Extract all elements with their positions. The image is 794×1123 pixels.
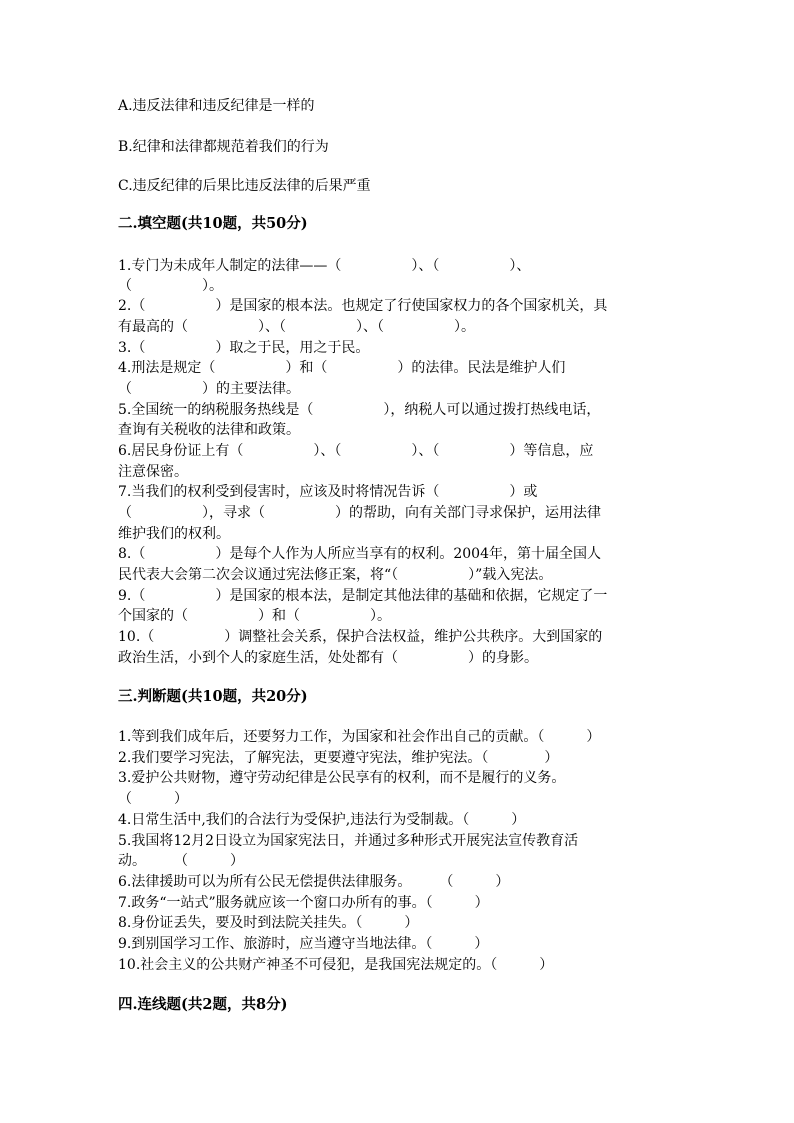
fill-line: 民代表大会第二次会议通过宪法修正案，将“（ ）”载入宪法。 [118, 567, 553, 583]
fill-line: 有最高的（ ）、（ ）、（ ）。 [118, 319, 475, 335]
judge-line: 2.我们要学习宪法，了解宪法，更要遵守宪法，维护宪法。（ ） [118, 750, 559, 766]
fill-line: 7.当我们的权利受到侵害时，应该及时将情况告诉（ ）或 [118, 484, 538, 500]
fill-line: 2.（ ）是国家的根本法。也规定了行使国家权力的各个国家机关，具 [118, 298, 608, 314]
fill-line: 维护我们的权利。 [118, 526, 230, 542]
option-b: B.纪律和法律都规范着我们的行为 [118, 139, 329, 155]
option-c: C.违反纪律的后果比违反法律的后果严重 [118, 178, 371, 194]
judge-line: 6.法律援助可以为所有公民无偿提供法律服务。 （ ） [118, 874, 510, 890]
judge-line: 7.政务“一站式”服务就应该一个窗口办所有的事。（ ） [118, 895, 489, 911]
judge-line: 9.到别国学习工作、旅游时，应当遵守当地法律。（ ） [118, 936, 489, 952]
fill-line: 4.刑法是规定（ ）和（ ）的法律。民法是维护人们 [118, 360, 566, 376]
judge-line: 4.日常生活中,我们的合法行为受保护,违法行为受制裁。（ ） [118, 812, 526, 828]
judge-line: 10.社会主义的公共财产神圣不可侵犯，是我国宪法规定的。（ ） [118, 957, 554, 973]
fill-line: 个国家的（ ）和（ ）。 [118, 608, 391, 624]
section-2-heading: 二.填空题(共10题，共50分) [118, 215, 308, 232]
judge-line: 1.等到我们成年后，还要努力工作，为国家和社会作出自己的贡献。（ ） [118, 729, 601, 745]
section-4-heading: 四.连线题(共2题，共8分) [118, 996, 288, 1013]
judge-line: （ ） [118, 791, 188, 807]
judge-line: 8.身份证丢失，要及时到法院关挂失。（ ） [118, 915, 419, 931]
section-3-heading: 三.判断题(共10题，共20分) [118, 688, 308, 705]
judge-line: 3.爱护公共财物，遵守劳动纪律是公民享有的权利，而不是履行的义务。 [118, 770, 566, 786]
fill-line: 1.专门为未成年人制定的法律——（ ）、（ ）、 [118, 258, 531, 274]
fill-line: （ ）。 [118, 278, 223, 294]
fill-line: 3.（ ）取之于民，用之于民。 [118, 340, 370, 356]
fill-line: 9.（ ）是国家的根本法，是制定其他法律的基础和依据，它规定了一 [118, 588, 608, 604]
fill-line: 6.居民身份证上有（ ）、（ ）、（ ）等信息，应 [118, 443, 594, 459]
fill-line: 注意保密。 [118, 464, 188, 480]
fill-line: 政治生活，小到个人的家庭生活，处处都有（ ）的身影。 [118, 650, 538, 666]
judge-line: 5.我国将12月2日设立为国家宪法日，并通过多种形式开展宪法宣传教育活 [118, 833, 579, 849]
fill-line: （ ），寻求（ ）的帮助，向有关部门寻求保护，运用法律 [118, 505, 601, 521]
fill-line: （ ）的主要法律。 [118, 381, 300, 397]
fill-line: 查询有关税收的法律和政策。 [118, 422, 300, 438]
fill-line: 8.（ ）是每个人作为人所应当享有的权利。2004年，第十届全国人 [118, 546, 601, 562]
judge-line: 动。 （ ） [118, 853, 244, 869]
fill-line: 10.（ ）调整社会关系，保护合法权益，维护公共秩序。大到国家的 [118, 629, 603, 645]
fill-line: 5.全国统一的纳税服务热线是（ ），纳税人可以通过拨打热线电话， [118, 402, 601, 418]
option-a: A.违反法律和违反纪律是一样的 [118, 98, 315, 114]
